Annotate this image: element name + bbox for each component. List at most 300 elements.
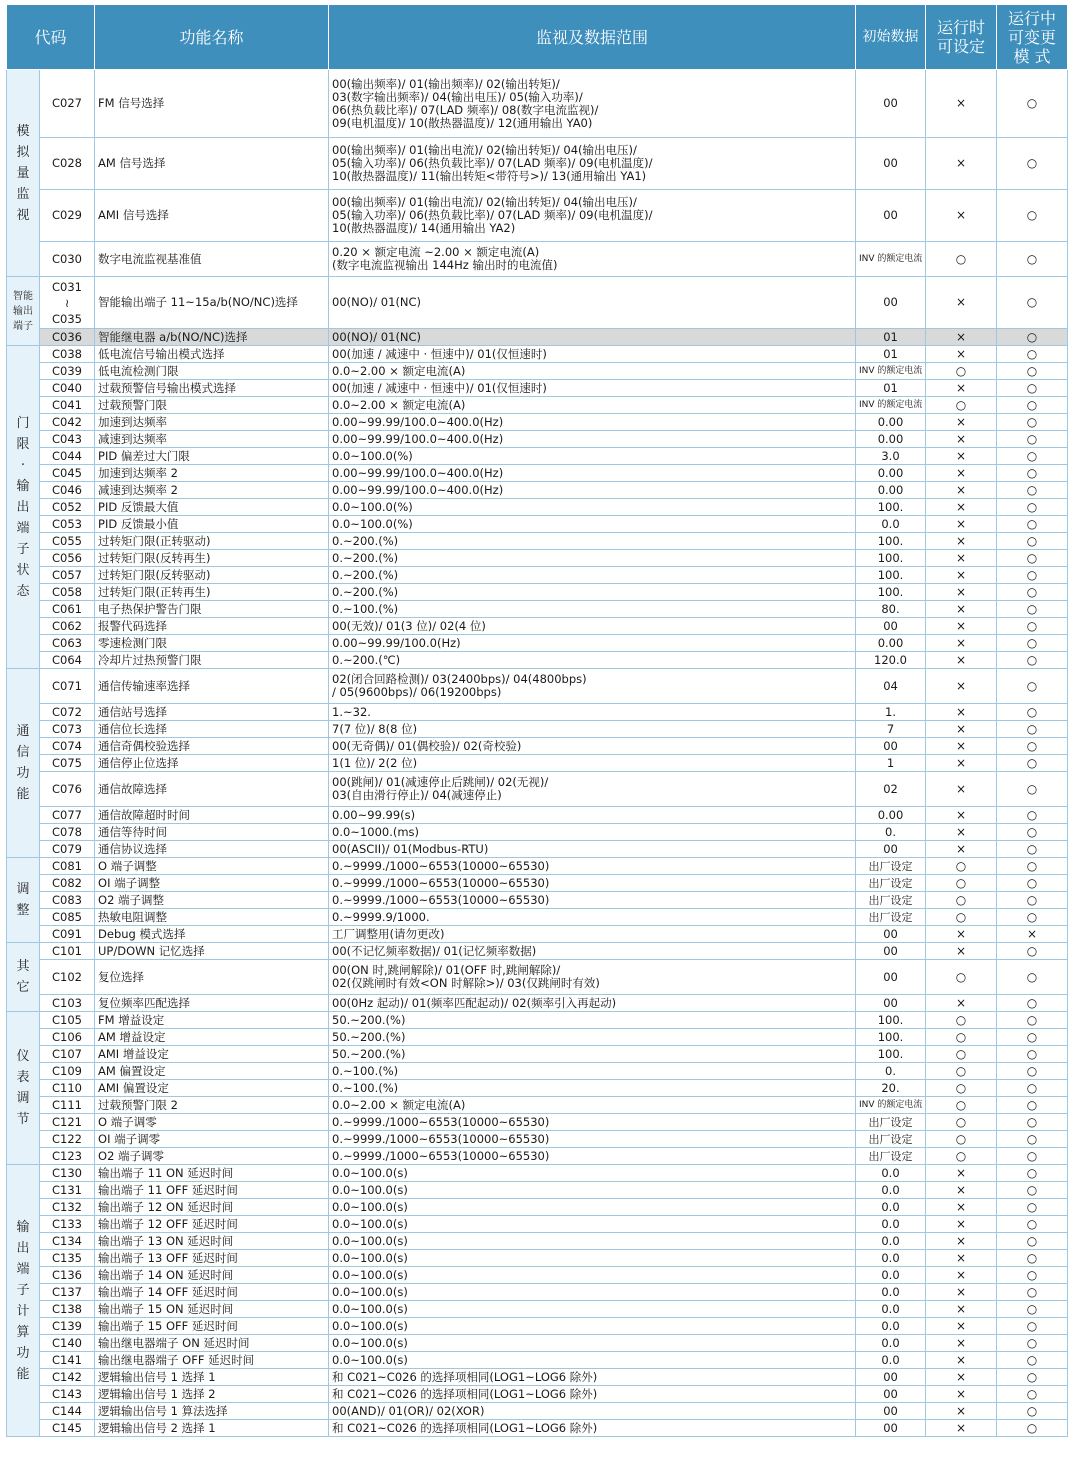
param-code xyxy=(40,1080,95,1097)
param-code xyxy=(40,70,95,138)
table-row xyxy=(7,584,1068,601)
param-code xyxy=(40,1233,95,1250)
param-code-text: C073 xyxy=(52,721,82,736)
run-settable-mark-text: ○ xyxy=(955,251,967,266)
run-settable-mark xyxy=(926,346,997,363)
run-settable-mark xyxy=(926,601,997,618)
run-change-mark-text: ○ xyxy=(1026,807,1038,822)
param-range xyxy=(329,1335,856,1352)
param-code xyxy=(40,601,95,618)
param-range-text: 0.0~100.0(s) xyxy=(332,1233,408,1248)
table-row xyxy=(7,550,1068,567)
table-row xyxy=(7,242,1068,277)
run-settable-mark-text: × xyxy=(955,208,967,222)
run-settable-mark-text: × xyxy=(955,1369,967,1384)
run-settable-mark xyxy=(926,1403,997,1420)
run-change-mark-text: ○ xyxy=(1026,1063,1038,1078)
param-code xyxy=(40,755,95,772)
param-initial xyxy=(856,1080,926,1097)
param-code-text: C130 xyxy=(52,1165,82,1180)
param-range xyxy=(329,892,856,909)
run-settable-mark-text: × xyxy=(955,755,967,770)
param-range xyxy=(329,584,856,601)
param-name xyxy=(95,1063,329,1080)
param-code-text: C082 xyxy=(52,875,82,890)
param-name-text: 输出端子 15 ON 延迟时间 xyxy=(98,1301,234,1316)
param-code-text: C145 xyxy=(52,1420,82,1435)
param-range-text: 0.0~100.0(s) xyxy=(332,1165,408,1180)
param-name xyxy=(95,772,329,807)
param-range-text: 00(输出频率)/ 01(输出频率)/ 02(输出转矩)/ 03(数字输出频率)/ 04(输出电压)/ 05(输入功率)/ 06(热负载比率)/ 07(LAD 频率)/ 08(数字电流监视)/ 09(电机温度)/ 10(散热器温度)/ 12(通用输出 YA0) xyxy=(332,76,599,130)
run-settable-mark xyxy=(926,772,997,807)
run-change-mark xyxy=(997,704,1068,721)
param-name-text: 低电流信号输出模式选择 xyxy=(98,346,225,361)
run-settable-mark xyxy=(926,242,997,277)
param-code-text: C085 xyxy=(52,909,82,924)
param-name-text: 报警代码选择 xyxy=(98,618,168,633)
run-settable-mark-text: × xyxy=(955,465,967,480)
run-change-mark-text: ○ xyxy=(1026,380,1038,395)
group-label-text: 其 它 xyxy=(16,959,30,995)
run-change-mark xyxy=(997,190,1068,242)
table-row xyxy=(7,277,1068,329)
run-settable-mark-text: ○ xyxy=(955,1148,967,1163)
param-name xyxy=(95,807,329,824)
param-range-text: 0.0~100.0(s) xyxy=(332,1250,408,1265)
param-range xyxy=(329,755,856,772)
run-settable-mark-text: × xyxy=(955,1403,967,1418)
table-row xyxy=(7,346,1068,363)
param-range xyxy=(329,926,856,943)
param-code-text: C044 xyxy=(52,448,82,463)
param-name xyxy=(95,995,329,1012)
run-settable-mark-text: × xyxy=(955,499,967,514)
run-settable-mark xyxy=(926,1165,997,1182)
param-code-text: C030 xyxy=(52,251,82,266)
param-name-text: 复位选择 xyxy=(98,969,145,984)
param-code-text: C142 xyxy=(52,1369,82,1384)
param-name-text: 逻辑输出信号 1 选择 2 xyxy=(98,1386,216,1401)
param-code-text: C135 xyxy=(52,1250,82,1265)
param-range-text: 工厂调整用(请勿更改) xyxy=(332,926,445,941)
param-code-text: C039 xyxy=(52,363,82,378)
param-name xyxy=(95,516,329,533)
param-name-text: FM 增益设定 xyxy=(98,1012,165,1027)
run-settable-mark xyxy=(926,1420,997,1437)
param-range xyxy=(329,1420,856,1437)
param-name xyxy=(95,960,329,995)
param-name-text: OI 端子调整 xyxy=(98,875,161,890)
param-initial xyxy=(856,1063,926,1080)
param-code xyxy=(40,1216,95,1233)
table-body xyxy=(7,70,1068,1437)
param-range-text: 和 C021~C026 的选择项相同(LOG1~LOG6 除外) xyxy=(332,1369,598,1384)
param-name xyxy=(95,909,329,926)
param-name xyxy=(95,755,329,772)
param-name-text: 热敏电阻调整 xyxy=(98,909,168,924)
param-initial xyxy=(856,1097,926,1114)
header-run-mode-label: 运行中 可变更 模 式 xyxy=(1008,8,1057,66)
param-initial-text: INV 的额定电流 xyxy=(859,253,923,264)
run-settable-mark-text: × xyxy=(955,824,967,839)
param-name xyxy=(95,1369,329,1386)
param-range-text: 00(加速 / 减速中 · 恒速中)/ 01(仅恒速时) xyxy=(332,380,547,395)
run-settable-mark-text: × xyxy=(955,346,967,361)
param-code-text: C141 xyxy=(52,1352,82,1367)
run-change-mark xyxy=(997,721,1068,738)
param-initial-text: 00 xyxy=(883,841,898,856)
run-change-mark xyxy=(997,1114,1068,1131)
param-code-text: C063 xyxy=(52,635,82,650)
param-name-text: 通信等待时间 xyxy=(98,824,168,839)
param-initial-text: 00 xyxy=(883,96,898,110)
param-range xyxy=(329,482,856,499)
param-name xyxy=(95,652,329,669)
param-range-text: 0.0~100.0(s) xyxy=(332,1284,408,1299)
run-settable-mark-text: ○ xyxy=(955,892,967,907)
run-settable-mark-text: ○ xyxy=(955,969,967,984)
param-initial-text: 00 xyxy=(883,926,898,941)
run-settable-mark xyxy=(926,1114,997,1131)
param-initial-text: 1. xyxy=(885,704,896,719)
param-name xyxy=(95,499,329,516)
run-change-mark xyxy=(997,1046,1068,1063)
param-code-text: C110 xyxy=(52,1080,82,1095)
param-initial xyxy=(856,1403,926,1420)
param-code xyxy=(40,704,95,721)
table-row xyxy=(7,533,1068,550)
param-range-text: 0.0~100.0(s) xyxy=(332,1182,408,1197)
run-change-mark-text: ○ xyxy=(1026,678,1038,693)
param-range-text: 00(输出频率)/ 01(输出电流)/ 02(输出转矩)/ 04(输出电压)/ 05(输入功率)/ 06(热负载比率)/ 07(LAD 频率)/ 09(电机温度)/ 10(散热器温度)/ 11(输出转矩<带符号>)/ 13(通用输出 YA1) xyxy=(332,143,653,183)
param-code xyxy=(40,618,95,635)
param-name-text: OI 端子调零 xyxy=(98,1131,161,1146)
run-settable-mark xyxy=(926,380,997,397)
run-change-mark-text: ○ xyxy=(1026,781,1038,796)
param-range xyxy=(329,1063,856,1080)
param-range-text: 0.~100.(%) xyxy=(332,1063,399,1078)
run-settable-mark-text: ○ xyxy=(955,909,967,924)
param-range-text: 0.~9999./1000~6553(10000~65530) xyxy=(332,1131,550,1146)
run-change-mark xyxy=(997,772,1068,807)
param-code-text: C134 xyxy=(52,1233,82,1248)
run-settable-mark-text: × xyxy=(955,943,967,958)
run-change-mark xyxy=(997,584,1068,601)
param-code xyxy=(40,1386,95,1403)
param-name xyxy=(95,448,329,465)
param-initial xyxy=(856,533,926,550)
table-row xyxy=(7,618,1068,635)
group-label-text: 模 拟 量 监 视 xyxy=(16,123,30,223)
param-range xyxy=(329,738,856,755)
param-name-text: 输出端子 11 OFF 延迟时间 xyxy=(98,1182,238,1197)
run-change-mark xyxy=(997,875,1068,892)
table-row xyxy=(7,704,1068,721)
param-initial-text: 01 xyxy=(883,380,898,395)
param-initial xyxy=(856,482,926,499)
param-code-text: C062 xyxy=(52,618,82,633)
run-settable-mark-text: × xyxy=(955,1233,967,1248)
param-name xyxy=(95,138,329,190)
param-name xyxy=(95,1182,329,1199)
table-row xyxy=(7,499,1068,516)
param-range xyxy=(329,704,856,721)
run-settable-mark xyxy=(926,567,997,584)
param-range xyxy=(329,807,856,824)
run-settable-mark xyxy=(926,397,997,414)
run-change-mark-text: ○ xyxy=(1026,499,1038,514)
table-row xyxy=(7,516,1068,533)
param-initial xyxy=(856,138,926,190)
param-name xyxy=(95,858,329,875)
param-code xyxy=(40,1131,95,1148)
param-code xyxy=(40,1165,95,1182)
run-settable-mark xyxy=(926,926,997,943)
run-change-mark-text: ○ xyxy=(1026,1352,1038,1367)
param-name xyxy=(95,618,329,635)
run-settable-mark xyxy=(926,669,997,704)
param-range-text: 02(闭合回路检测)/ 03(2400bps)/ 04(4800bps) / 05(9600bps)/ 06(19200bps) xyxy=(332,672,587,699)
param-name-text: 过转矩门限(正转再生) xyxy=(98,584,211,599)
run-settable-mark-text: × xyxy=(955,652,967,667)
run-change-mark xyxy=(997,1216,1068,1233)
param-name-text: O2 端子调整 xyxy=(98,892,165,907)
param-range-text: 0.~200.(%) xyxy=(332,567,399,582)
param-range xyxy=(329,652,856,669)
param-name xyxy=(95,1335,329,1352)
param-name xyxy=(95,926,329,943)
run-change-mark-text: ○ xyxy=(1026,1148,1038,1163)
run-change-mark-text: ○ xyxy=(1026,652,1038,667)
param-name xyxy=(95,329,329,346)
run-change-mark-text: ○ xyxy=(1026,295,1038,309)
run-settable-mark-text: ○ xyxy=(955,1063,967,1078)
param-name-text: 过转矩门限(反转驱动) xyxy=(98,567,211,582)
param-code xyxy=(40,363,95,380)
run-change-mark xyxy=(997,346,1068,363)
param-range xyxy=(329,635,856,652)
param-code-text: C133 xyxy=(52,1216,82,1231)
param-range xyxy=(329,960,856,995)
param-initial xyxy=(856,550,926,567)
run-settable-mark xyxy=(926,1250,997,1267)
run-settable-mark xyxy=(926,1097,997,1114)
param-initial-text: 0.0 xyxy=(881,1199,900,1214)
param-code xyxy=(40,1148,95,1165)
param-initial-text: 0.00 xyxy=(877,465,904,480)
run-change-mark-text: ○ xyxy=(1026,943,1038,958)
param-initial xyxy=(856,1012,926,1029)
run-settable-mark xyxy=(926,892,997,909)
param-range-text: 50.~200.(%) xyxy=(332,1029,406,1044)
param-code-text: C046 xyxy=(52,482,82,497)
param-name-text: 通信奇偶校验选择 xyxy=(98,738,191,753)
param-name-text: 过转矩门限(正转驱动) xyxy=(98,533,211,548)
param-range xyxy=(329,533,856,550)
run-change-mark-text: ○ xyxy=(1026,1029,1038,1044)
run-change-mark xyxy=(997,601,1068,618)
run-change-mark xyxy=(997,943,1068,960)
table-row xyxy=(7,1420,1068,1437)
param-initial-text: 04 xyxy=(883,678,898,693)
group-label-text: 调 整 xyxy=(16,882,30,918)
run-settable-mark xyxy=(926,1386,997,1403)
param-name xyxy=(95,1080,329,1097)
run-settable-mark xyxy=(926,516,997,533)
table-row xyxy=(7,431,1068,448)
run-change-mark xyxy=(997,499,1068,516)
param-range-text: 0.0~100.0(%) xyxy=(332,448,413,463)
param-initial-text: 0.0 xyxy=(881,1284,900,1299)
param-code-text: C140 xyxy=(52,1335,82,1350)
table-row xyxy=(7,1165,1068,1182)
param-initial-text: 0.00 xyxy=(877,635,904,650)
param-initial xyxy=(856,277,926,329)
run-change-mark xyxy=(997,1080,1068,1097)
run-change-mark xyxy=(997,1233,1068,1250)
param-code-text: C131 xyxy=(52,1182,82,1197)
table-row xyxy=(7,926,1068,943)
param-range xyxy=(329,516,856,533)
run-settable-mark-text: × xyxy=(955,329,967,344)
table-row xyxy=(7,1369,1068,1386)
group-label-text: 输 出 端 子 计 算 功 能 xyxy=(16,1219,30,1382)
param-name xyxy=(95,550,329,567)
table-row xyxy=(7,1063,1068,1080)
run-settable-mark xyxy=(926,138,997,190)
run-settable-mark-text: × xyxy=(955,926,967,941)
param-initial xyxy=(856,841,926,858)
run-change-mark xyxy=(997,824,1068,841)
run-settable-mark-text: ○ xyxy=(955,1114,967,1129)
param-code-text: C136 xyxy=(52,1267,82,1282)
param-code xyxy=(40,533,95,550)
param-code xyxy=(40,652,95,669)
param-initial xyxy=(856,414,926,431)
param-name-text: 输出端子 14 OFF 延迟时间 xyxy=(98,1284,238,1299)
param-code-text: C107 xyxy=(52,1046,82,1061)
param-code xyxy=(40,875,95,892)
param-name xyxy=(95,190,329,242)
run-change-mark xyxy=(997,431,1068,448)
param-code-text: C132 xyxy=(52,1199,82,1214)
run-settable-mark-text: × xyxy=(955,841,967,856)
table-row xyxy=(7,875,1068,892)
param-name xyxy=(95,635,329,652)
param-initial-text: 00 xyxy=(883,208,898,222)
run-settable-mark xyxy=(926,738,997,755)
param-name xyxy=(95,601,329,618)
param-name-text: 过载预警信号输出模式选择 xyxy=(98,380,237,395)
param-range-text: 和 C021~C026 的选择项相同(LOG1~LOG6 除外) xyxy=(332,1386,598,1401)
run-change-mark-text: ○ xyxy=(1026,635,1038,650)
table-row xyxy=(7,414,1068,431)
param-range-text: 0.0~100.0(s) xyxy=(332,1318,408,1333)
table-row xyxy=(7,1318,1068,1335)
param-range xyxy=(329,70,856,138)
param-code-text: C057 xyxy=(52,567,82,582)
param-code xyxy=(40,669,95,704)
run-change-mark xyxy=(997,1369,1068,1386)
param-range-text: 0.0~2.00 × 额定电流(A) xyxy=(332,397,466,412)
run-settable-mark-text: × xyxy=(955,448,967,463)
param-range xyxy=(329,995,856,1012)
param-name xyxy=(95,346,329,363)
run-settable-mark xyxy=(926,1182,997,1199)
param-code xyxy=(40,138,95,190)
param-initial-text: 0.00 xyxy=(877,807,904,822)
table-row xyxy=(7,567,1068,584)
param-initial-text: 出厂设定 xyxy=(868,859,913,873)
run-change-mark xyxy=(997,738,1068,755)
param-name-text: PID 反馈最小值 xyxy=(98,516,179,531)
param-code xyxy=(40,1029,95,1046)
param-name-text: AM 增益设定 xyxy=(98,1029,166,1044)
param-range xyxy=(329,824,856,841)
param-initial xyxy=(856,669,926,704)
run-change-mark xyxy=(997,755,1068,772)
param-range-text: 0.00~99.99(s) xyxy=(332,807,416,822)
table-row xyxy=(7,755,1068,772)
run-change-mark xyxy=(997,482,1068,499)
param-initial xyxy=(856,1131,926,1148)
param-initial xyxy=(856,516,926,533)
run-change-mark-text: ○ xyxy=(1026,1318,1038,1333)
param-range-text: 0.0~2.00 × 额定电流(A) xyxy=(332,363,466,378)
param-code xyxy=(40,465,95,482)
run-change-mark xyxy=(997,1012,1068,1029)
run-settable-mark-text: × xyxy=(955,807,967,822)
table-row xyxy=(7,482,1068,499)
param-initial-text: 120.0 xyxy=(874,652,907,667)
run-change-mark xyxy=(997,1352,1068,1369)
param-name xyxy=(95,533,329,550)
param-initial xyxy=(856,70,926,138)
param-name-text: 冷却片过热预警门限 xyxy=(98,652,202,667)
param-name xyxy=(95,1029,329,1046)
param-name-text: 复位频率匹配选择 xyxy=(98,995,191,1010)
param-range-text: 和 C021~C026 的选择项相同(LOG1~LOG6 除外) xyxy=(332,1420,598,1435)
param-name xyxy=(95,1352,329,1369)
table-row xyxy=(7,943,1068,960)
run-change-mark-text: ○ xyxy=(1026,1284,1038,1299)
param-initial-text: 00 xyxy=(883,295,898,309)
param-code xyxy=(40,721,95,738)
run-settable-mark-text: × xyxy=(955,738,967,753)
run-change-mark xyxy=(997,533,1068,550)
param-code-text: C077 xyxy=(52,807,82,822)
run-change-mark-text: ○ xyxy=(1026,208,1038,222)
run-change-mark xyxy=(997,70,1068,138)
run-change-mark-text: ○ xyxy=(1026,482,1038,497)
param-name-text: 通信停止位选择 xyxy=(98,755,179,770)
run-settable-mark xyxy=(926,482,997,499)
param-initial-text: 00 xyxy=(883,1386,898,1401)
param-code-text: C106 xyxy=(52,1029,82,1044)
param-initial xyxy=(856,1267,926,1284)
run-settable-mark-text: ○ xyxy=(955,875,967,890)
param-range xyxy=(329,669,856,704)
param-code xyxy=(40,858,95,875)
param-name xyxy=(95,738,329,755)
param-range xyxy=(329,550,856,567)
param-code xyxy=(40,516,95,533)
run-change-mark xyxy=(997,138,1068,190)
param-name xyxy=(95,1386,329,1403)
param-code-text: C121 xyxy=(52,1114,82,1129)
param-code-text: C072 xyxy=(52,704,82,719)
param-initial-text: 0.0 xyxy=(881,1335,900,1350)
